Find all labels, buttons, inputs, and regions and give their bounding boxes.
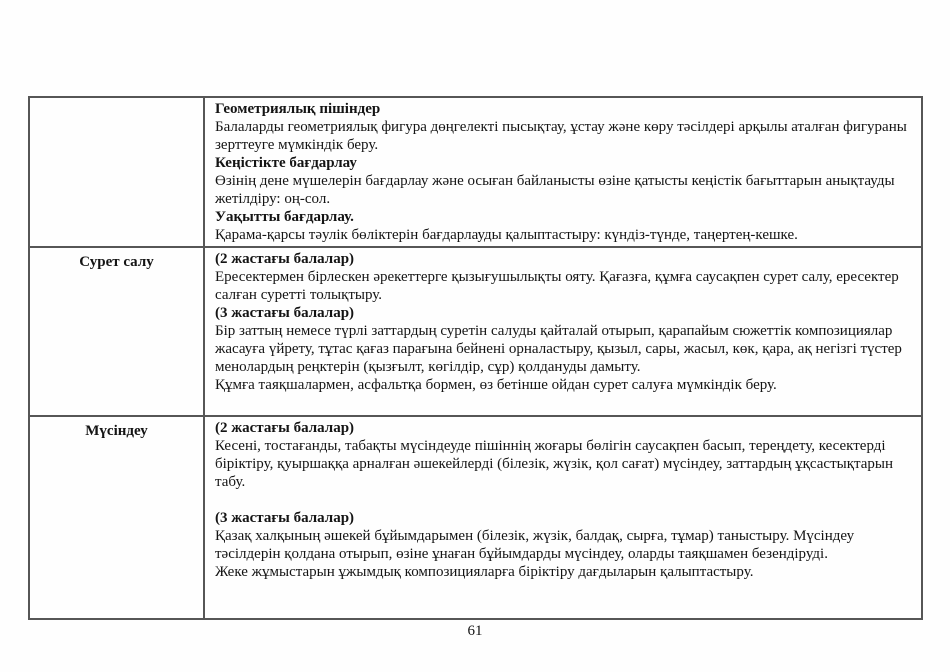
content-table <box>28 96 923 620</box>
section-heading: Геометриялық пішіндер <box>215 101 381 117</box>
paragraph: Құмға таяқшалармен, асфальтқа бормен, өз бетінше ойдан сурет салуға мүмкіндік беру. <box>215 377 777 393</box>
age-group-heading: (2 жастағы балалар) <box>215 420 355 436</box>
paragraph: Кесені, тостағанды, табақты мүсіндеуде пішіннің жоғары бөлігін саусақпен басып, тереңдету, кесектерді біріктіру, қуыршаққа арналған әшекейлерді (білезік, жүзік, қол сағат) мүсіндеу, заттардың ұқсастықтарын табу. <box>215 438 893 490</box>
section-heading: Уақытты бағдарлау. <box>215 209 354 225</box>
table-row <box>29 97 922 247</box>
paragraph: Ересектермен бірлескен әрекеттерге қызығушылықты ояту. Қағазға, құмға саусақпен сурет салу, ересектер салған суретті толықтыру. <box>215 269 899 303</box>
paragraph: Бір заттың немесе түрлі заттардың суретін салуды қайталай отырып, қарапайым сюжеттік композициялар жасауға үйрету, тұтас қағаз парағына бейнені орналастыру, қызыл, сары, жасыл, көк, қара, ақ негізгі түстер менолардың реңктерін (қызғылт, көгілдір, сұр) қолдануды дамыту. <box>215 323 902 375</box>
row-label-cell: Сурет салу <box>29 247 204 416</box>
paragraph: Қазақ халқының әшекей бұйымдарымен (білезік, жүзік, балдақ, сырға, тұмар) таныстыру. Мүсіндеу тәсілдерін қолдана отырып, өзіне ұнаған бұйымдарды мүсіндеу, оларды таяқшамен безендіруді. <box>215 528 855 562</box>
age-group-heading: (3 жастағы балалар) <box>215 305 355 321</box>
table-row <box>29 416 922 619</box>
table-row <box>29 247 922 416</box>
page-number: 61 <box>467 623 483 639</box>
age-group-heading: (3 жастағы балалар) <box>215 510 355 526</box>
row-label-cell: Мүсіндеу <box>29 416 204 619</box>
paragraph: Жеке жұмыстарын ұжымдық композицияларға біріктіру дағдыларын қалыптастыру. <box>215 564 754 580</box>
row-content-cell <box>204 247 922 416</box>
row-content-cell <box>204 416 922 619</box>
age-group-heading: (2 жастағы балалар) <box>215 251 355 267</box>
section-heading: Кеңістікте бағдарлау <box>215 155 357 171</box>
row-content-cell <box>204 97 922 247</box>
paragraph: Қарама-қарсы тәулік бөліктерін бағдарлауды қалыптастыру: күндіз-түнде, таңертең-кешке. <box>215 227 798 243</box>
paragraph: Балаларды геометриялық фигура дөңгелекті пысықтау, ұстау және көру тәсілдері арқылы аталған фигураны зерттеуге мүмкіндік беру. <box>215 119 907 153</box>
paragraph: Өзінің дене мүшелерін бағдарлау және осыған байланысты өзіне қатысты кеңістік бағыттарын анықтауды жетілдіру: оң-сол. <box>215 173 895 207</box>
row-label-cell <box>29 97 204 247</box>
